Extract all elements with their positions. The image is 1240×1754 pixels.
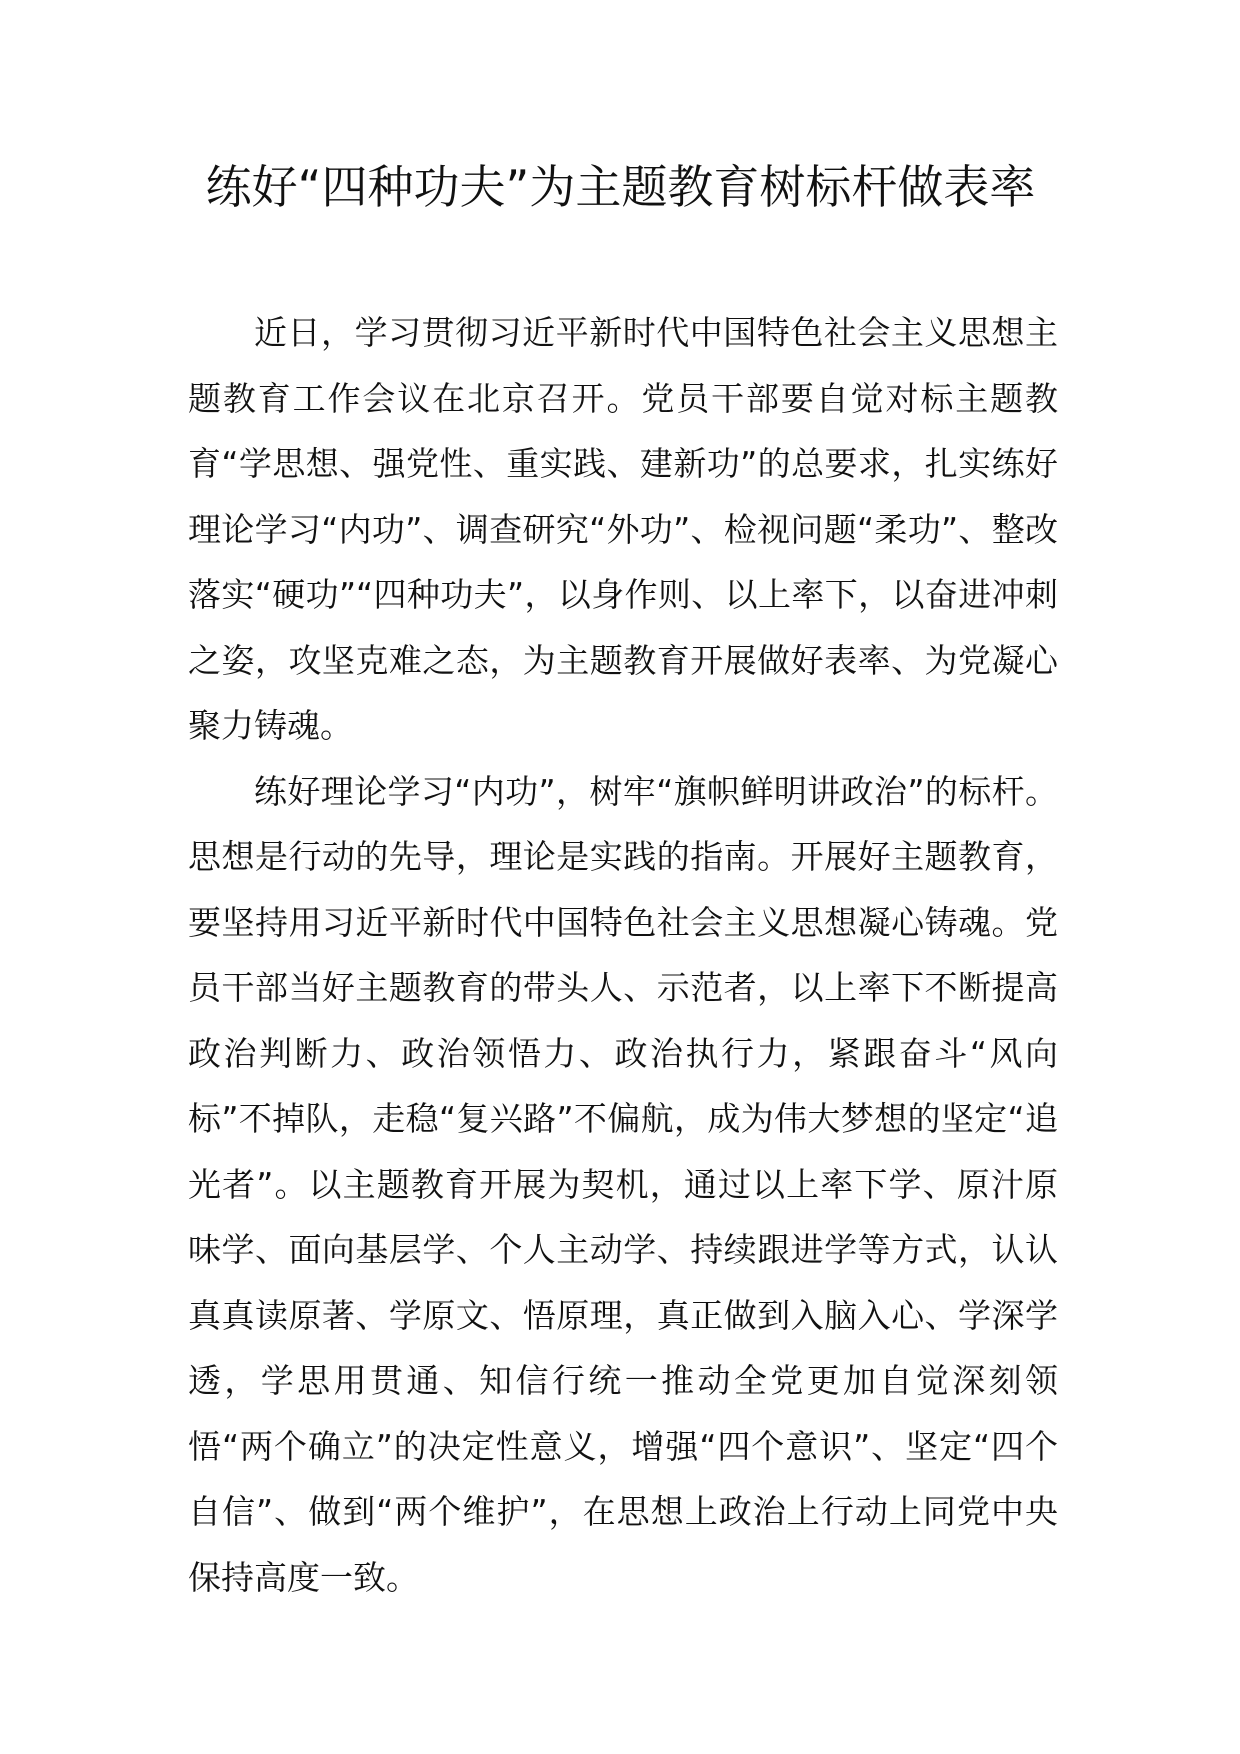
paragraph-intro: 近日，学习贯彻习近平新时代中国特色社会主义思想主题教育工作会议在北京召开。党员干部要自觉对标主题教育“学思想、强党性、重实践、建新功”的总要求，扎实练好理论学习“内功”、调查研究“外功”、检视问题“柔功”、整改落实“硬功”“四种功夫”，以身作则、以上率下，以奋进冲刺之姿，攻坚克难之态，为主题教育开展做好表率、为党凝心聚力铸魂。 [188,313,1058,745]
document-body [188,300,1058,1610]
paragraph-theory-study: 练好理论学习“内功”，树牢“旗帜鲜明讲政治”的标杆。思想是行动的先导，理论是实践的指南。开展好主题教育，要坚持用习近平新时代中国特色社会主义思想凝心铸魂。党员干部当好主题教育的带头人、示范者，以上率下不断提高政治判断力、政治领悟力、政治执行力，紧跟奋斗“风向标”不掉队，走稳“复兴路”不偏航，成为伟大梦想的坚定“追光者”。以主题教育开展为契机，通过以上率下学、原汁原味学、面向基层学、个人主动学、持续跟进学等方式，认认真真读原著、学原文、悟原理，真正做到入脑入心、学深学透，学思用贯通、知信行统一推动全党更加自觉深刻领悟“两个确立”的决定性意义，增强“四个意识”、坚定“四个自信”、做到“两个维护”，在思想上政治上行动上同党中央保持高度一致。 [188,771,1058,1597]
document-title: 练好“四种功夫”为主题教育树标杆做表率 [205,160,1036,214]
